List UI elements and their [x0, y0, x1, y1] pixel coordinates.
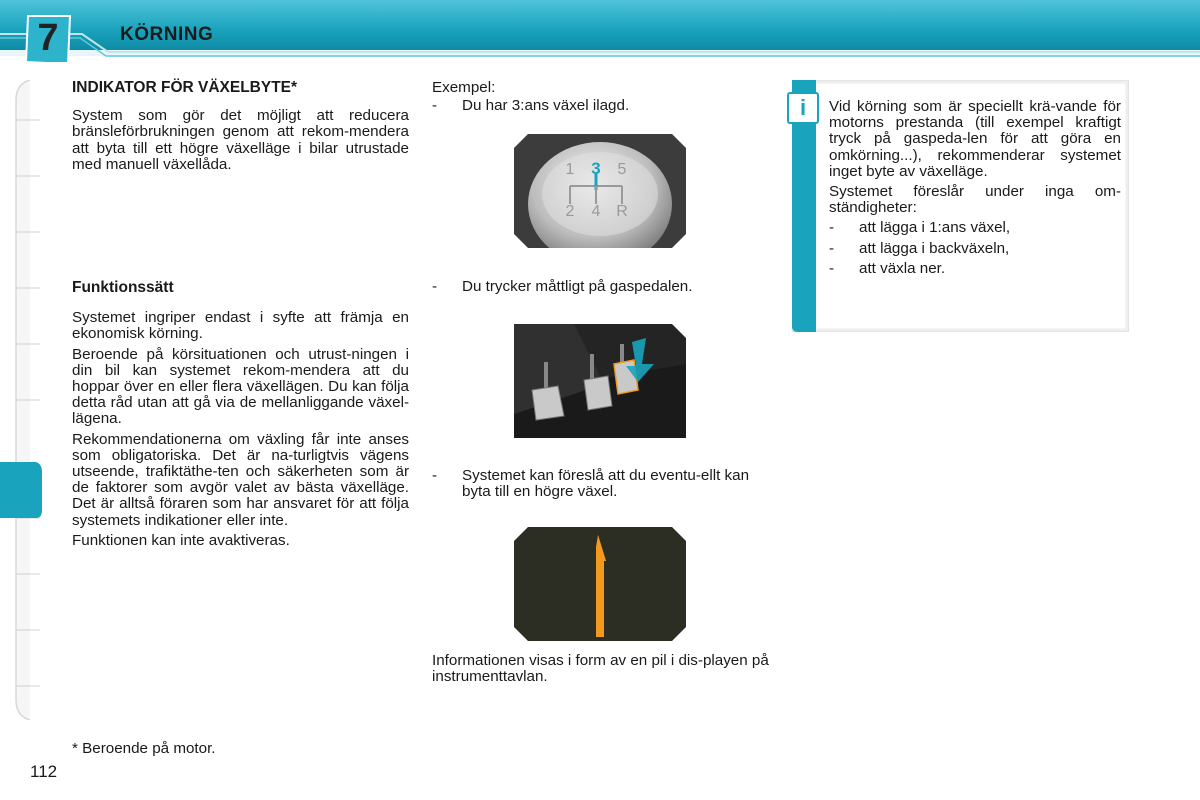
- gear-label-3: 3: [591, 159, 601, 178]
- info-list-item: [829, 261, 1121, 277]
- page-number: 112: [30, 762, 58, 781]
- intro-paragraph: System som gör det möjligt att reducera bränsleförbrukningen genom att rekom-mendera att byta till ett högre växelläge i bilar utrustade med manuell växellåda.: [72, 107, 409, 173]
- gear-label-1: 1: [565, 161, 575, 178]
- example-step-2: [432, 279, 772, 295]
- section-heading: INDIKATOR FÖR VÄXELBYTE*: [72, 79, 298, 96]
- info-list-item: [829, 220, 1121, 236]
- arrow-caption: Informationen visas i form av en pil i dis-playen på instrumenttavlan.: [432, 652, 769, 686]
- info-text: [829, 99, 1121, 277]
- list-item: [432, 468, 772, 500]
- info-list-text: att lägga i 1:ans växel,: [859, 219, 1011, 237]
- dash-bullet: -: [432, 278, 438, 295]
- subsection-heading: Funktionssätt: [72, 279, 174, 296]
- footnote: * Beroende på motor.: [72, 740, 216, 757]
- dash-bullet: -: [829, 219, 835, 237]
- list-item-text: Systemet kan föreslå att du eventu-ellt kan byta till en högre växel.: [462, 467, 750, 501]
- chapter-number: 7: [37, 17, 59, 59]
- example-label: Exempel:: [432, 79, 496, 96]
- gear-knob-illustration: [514, 134, 686, 248]
- pedals-illustration: [514, 324, 686, 438]
- paragraph: Rekommendationerna om växling får inte anses som obligatoriska. Det är na-turligtvis vägens utseende, trafiktäthe-ten och säkerheten som är de faktorer som avgör valet av bästa växelläge. Det är alltså föraren som har ansvaret för att följa systemets indikationer eller inte.: [72, 430, 409, 529]
- intro-column: [72, 80, 409, 177]
- info-list-text: att lägga i backväxeln,: [859, 239, 1010, 257]
- function-column: [72, 280, 409, 553]
- list-item-text: Du trycker måttligt på gaspedalen.: [462, 278, 693, 295]
- dash-bullet: -: [829, 239, 835, 257]
- example-block: [432, 80, 772, 114]
- list-item: [432, 279, 772, 295]
- dash-bullet: -: [829, 259, 835, 277]
- list-item-text: Du har 3:ans växel ilagd.: [462, 97, 630, 115]
- paragraph: Beroende på körsituationen och utrust-ningen i din bil kan systemet rekom-mendera att du hoppar över en eller flera växellägen. Du kan följa detta råd utan att gå via de mellanliggande växel-lägena.: [72, 345, 409, 428]
- gear-label-4: 4: [591, 203, 601, 220]
- chapter-title: KÖRNING: [120, 24, 214, 45]
- gear-label-r: R: [616, 203, 628, 220]
- paragraph: Funktionen kan inte avaktiveras.: [72, 531, 290, 549]
- info-paragraph: Systemet föreslår under inga om-ständigheter:: [829, 183, 1121, 217]
- example-step-3: [432, 468, 772, 500]
- upshift-arrow-display: [514, 527, 686, 641]
- list-item: [432, 98, 772, 114]
- info-list-item: [829, 241, 1121, 257]
- info-icon: i: [787, 92, 819, 124]
- dash-bullet: -: [432, 467, 438, 484]
- gear-label-2: 2: [565, 203, 575, 220]
- info-paragraph: Vid körning som är speciellt krä-vande för motorns prestanda (till exempel kraftigt tryck på gaspeda-len för att göra en omkörning...), rekommenderar systemet inget byte av växelläge.: [829, 98, 1121, 180]
- info-list-text: att växla ner.: [859, 259, 946, 277]
- gear-label-5: 5: [617, 161, 627, 178]
- paragraph: Systemet ingriper endast i syfte att främja en ekonomisk körning.: [72, 309, 409, 343]
- dash-bullet: -: [432, 97, 438, 115]
- side-chapter-tabs: [0, 80, 44, 720]
